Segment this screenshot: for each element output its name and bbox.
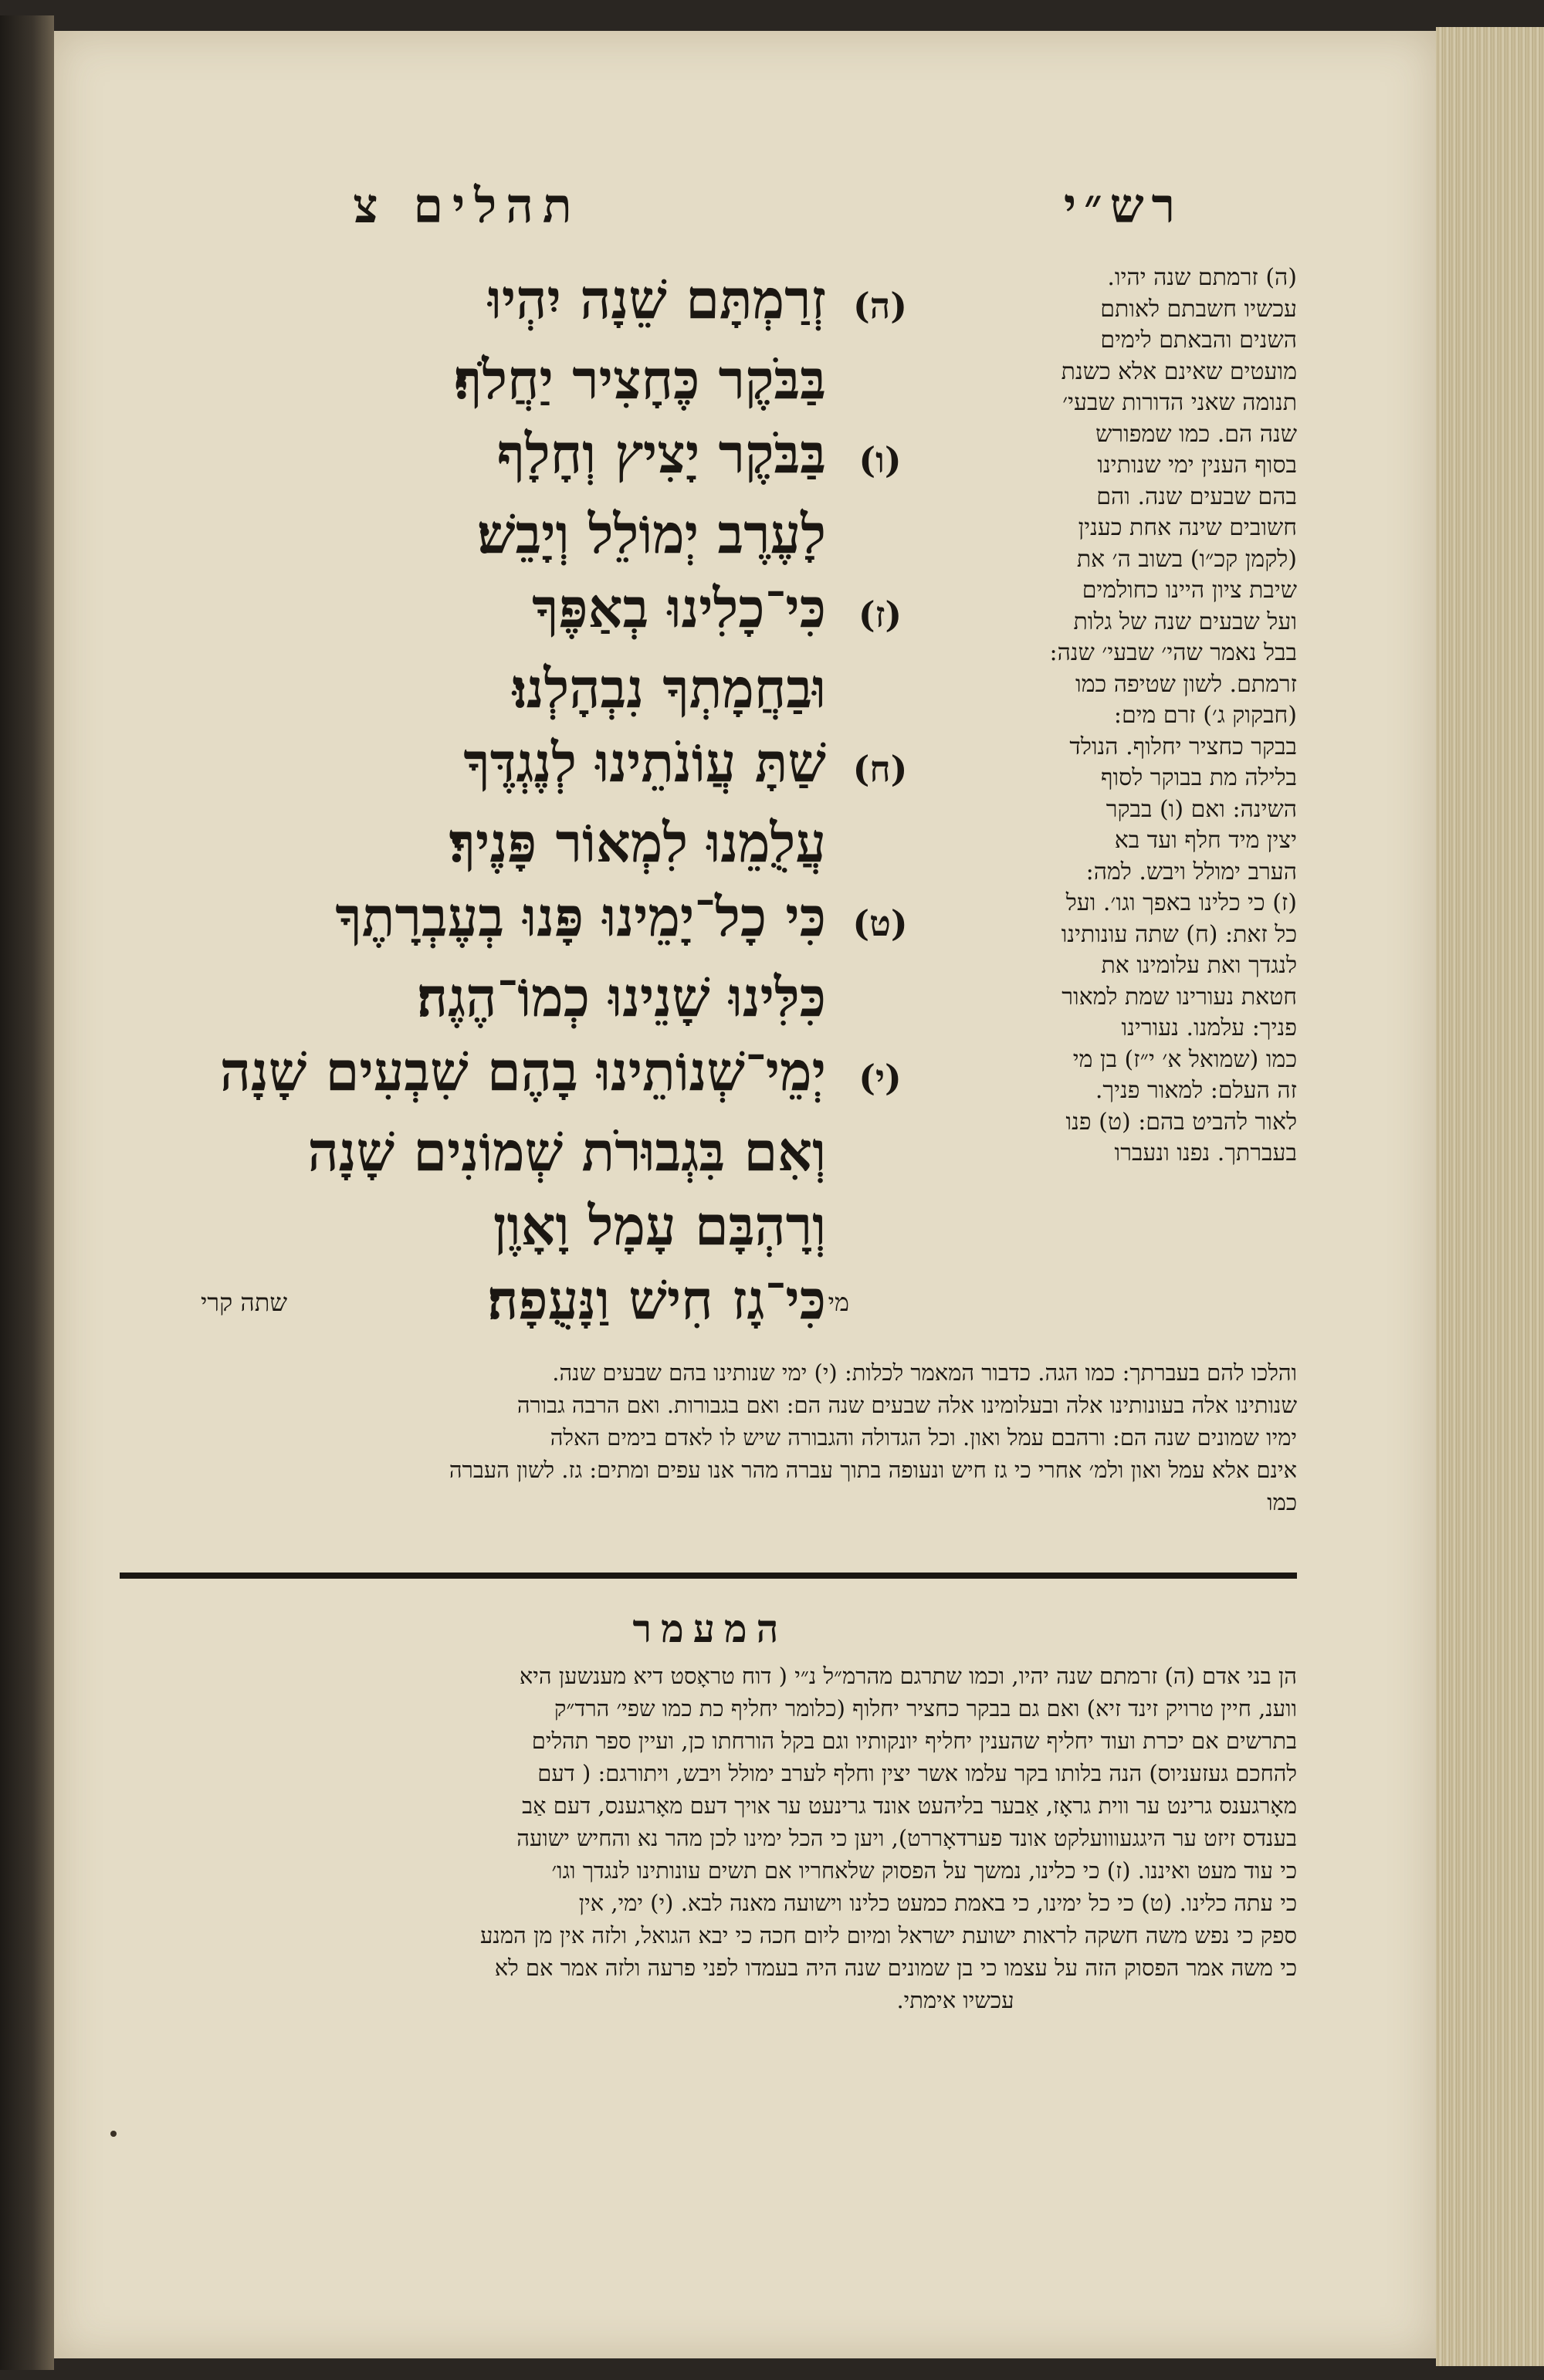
verse-line: כִּי־כָלִינוּ בְאַפֶּךָ xyxy=(532,576,826,640)
verse-number: (ו) xyxy=(858,439,902,481)
rashi-line: (לקמן קכ״ו) בשוב ה׳ את xyxy=(1076,545,1297,573)
running-head-rashi: רש״י xyxy=(1063,178,1183,234)
meamar-title: המעמר xyxy=(632,1606,788,1651)
verse-6 xyxy=(154,417,934,497)
verse-5 xyxy=(154,262,934,343)
verse-line: זְרַמְתָּם שֵׁנָה יִהְיוּ xyxy=(488,267,826,331)
catchword-left: שתה קרי xyxy=(201,1288,287,1317)
meamar-line: בתרשים אם יכרת ועוד יחליף שהענין יחליף יונקותיו וגם בקל הורחתו כן, ועיין ספר תהלים xyxy=(531,1728,1297,1754)
rashi-line: זרמתם. לשון שטיפה כמו xyxy=(1075,670,1297,698)
rashi-line: הערב ימולל ויבש. למה: xyxy=(1085,858,1297,885)
rashi-line: השינה: ואם (ו) בבקר xyxy=(1106,795,1297,823)
rashi-line: יצין מיד חלף ועד בא xyxy=(1114,827,1297,854)
verse-line: בַּבֹּקֶר יָצִיץ וְחָלָף xyxy=(496,421,826,486)
rashi-line: חשובים שינה אחת כענין xyxy=(1078,514,1297,541)
verse-line: כִּי כָל־יָמֵינוּ פָּנוּ בְעֶבְרָתֶךָ xyxy=(335,885,826,949)
verse-line: כִּי־גָז חִישׁ וַנָּעֻפָה׃ xyxy=(487,1268,826,1332)
rashi-line: זה העלם: למאור פניך. xyxy=(1095,1077,1297,1104)
rashi-line: חטאת נעורינו שמת למאור xyxy=(1062,983,1297,1011)
rashi-line: (חבקוק ג׳) זרם מים: xyxy=(1113,702,1297,729)
verse-number: (י) xyxy=(858,1057,902,1099)
verse-8 xyxy=(154,726,934,806)
facing-page-edge xyxy=(0,15,54,2370)
verse-line: בַּבֹּקֶר כֶּחָצִיר יַחֲלֹף׃ xyxy=(454,347,826,411)
ink-spot xyxy=(110,2131,117,2137)
rashi-line: תנומה שאני הדורות שבעי׳ xyxy=(1062,389,1297,416)
meamar-line: מאָרגענס גרינט ער ווית גראָז, אַבער בליהעט אונד גרינעט ער אויך דעם מאָרגענס, דעם אַב xyxy=(522,1793,1297,1819)
rashi-line: השנים והבאתם לימים xyxy=(1100,327,1297,354)
meamar-line: כי משה אמר הפסוק הזה על עצמו כי בן שמונים שנה היה בעמדו לפני פרעה ולזה אמר אם לא xyxy=(494,1955,1297,1981)
verse-line: לָעֶרֶב יְמוֹלֵל וְיָבֵשׁ׃ xyxy=(476,502,826,566)
running-head-book: תהלים צ xyxy=(353,178,581,234)
catchwords xyxy=(201,1288,849,1317)
rashi-line: שנותינו אלה בעונותינו אלה ובעלומינו אלה שבעים שנה הם: ואם בגבורות. ואם הרבה גבורה xyxy=(516,1392,1297,1418)
rashi-line: (ה) זרמתם שנה יהיו. xyxy=(1107,264,1297,291)
rashi-line: שיבת ציון היינו כחולמים xyxy=(1082,577,1297,604)
rashi-line: ימיו שמונים שנה הם: ורהבם עמל ואון. וכל הגדולה והגבורה שיש לו לאדם בימים האלה xyxy=(550,1424,1297,1451)
verse-line: שַׁתָּ עֲוֹנֹתֵינוּ לְנֶגְדֶּךָ xyxy=(463,730,826,794)
catchword-right: מי xyxy=(828,1288,849,1317)
rashi-line: שנה הם. כמו שמפורש xyxy=(1095,420,1297,448)
rashi-line: כמו (שמואל א׳ י״ז) בן מי xyxy=(1072,1045,1297,1073)
verse-number: (ז) xyxy=(858,594,902,635)
rashi-line: בהם שבעים שנה. והם xyxy=(1096,482,1297,510)
verse-line: וְאִם בִּגְבוּרֹת שְׁמוֹנִים שָׁנָה xyxy=(307,1119,826,1183)
rashi-line: לנגדך ואת עלומינו את xyxy=(1101,952,1297,979)
verse-7 xyxy=(154,571,934,652)
verse-line: יְמֵי־שְׁנוֹתֵינוּ בָהֶם שִׁבְעִים שָׁנָה xyxy=(219,1039,826,1103)
rashi-line: לאור להביט בהם: (ט) פנו xyxy=(1065,1108,1297,1136)
meamar-line: בענדס זיזט ער היגגעווועלקט אונד פערדאָררט), ויען כי הכל ימינו לכן מהר נא והחיש ישועה xyxy=(516,1825,1297,1851)
rashi-line: כמו xyxy=(1267,1489,1297,1515)
rashi-line: בלילה מת בבוקר לסוף xyxy=(1100,764,1297,791)
verse-line: כִּלִּינוּ שָׁנֵינוּ כְמוֹ־הֶגֶה׃ xyxy=(416,965,826,1029)
meamar-line: כי עתה כלינו. (ט) כי כל ימינו, כי באמת כמעט כלינו וישועה מאנה לבא. (י) ימי, אין xyxy=(578,1890,1297,1916)
rashi-line: עכשיו חשבתם לאותם xyxy=(1100,295,1297,323)
section-divider xyxy=(120,1573,1297,1579)
rashi-line: פניך: עלמנו. נעורינו xyxy=(1121,1014,1297,1041)
rashi-line: והלכו להם בעברתך: כמו הגה. כדבור המאמר לכלות: (י) ימי שנותינו בהם שבעים שנה. xyxy=(552,1359,1297,1386)
rashi-line: בבקר כחציר יחלוף. הנולד xyxy=(1069,733,1297,760)
verse-10 xyxy=(154,1034,934,1115)
rashi-commentary-column xyxy=(934,262,1297,1170)
meamar-line: ספק כי נפש משה חשקה לראות ישועת ישראל ומיום ליום חכה כי יבא הגואל, ולזה אין מן המנע xyxy=(480,1922,1297,1948)
meamar-line: הן בני אדם (ה) זרמתם שנה יהיו, וכמו שתרגם מהרמ״ל נ״י ( דוח טראָסט דיא מענשען היא xyxy=(519,1663,1297,1689)
verse-number: (ה) xyxy=(853,285,907,327)
rashi-line: בבל נאמר שהי׳ שבעי׳ שנה: xyxy=(1049,639,1297,666)
book-page xyxy=(54,31,1436,2358)
rashi-line: בעברתך. נפנו ונעברו xyxy=(1114,1139,1297,1166)
verse-number: (ח) xyxy=(852,748,908,790)
page-fore-edge xyxy=(1436,27,1544,2366)
rashi-line: בסוף הענין ימי שנותינו xyxy=(1097,452,1297,479)
rashi-line: מועטים שאינם אלא כשנת xyxy=(1061,357,1297,385)
verse-number: (ט) xyxy=(852,902,908,944)
rashi-line: ועל שבעים שנה של גלות xyxy=(1073,608,1297,635)
rashi-continuation xyxy=(120,1356,1297,1518)
meamar-commentary xyxy=(120,1660,1297,2016)
meamar-line: כי עוד מעט ואיננו. (ז) כי כלינו, נמשך על הפסוק שלאחריו אם תשים עונותינו לנגדך וגו׳ xyxy=(551,1857,1297,1884)
verse-line: וּבַחֲמָתְךָ נִבְהָלְנוּ׃ xyxy=(512,656,826,720)
meamar-line: להחכם געזעניוס) הנה בלותו בקר עלמו אשר יצין וחלף לערב ימולל ויבש, ויתורגם: ( דעם xyxy=(537,1760,1297,1786)
rashi-line: אינם אלא עמל ואון ולמ׳ אחרי כי גז חיש ונעופה בתוך עברה מהר אנו עפים ומתים: גז. לשון העברה xyxy=(449,1457,1297,1483)
verse-9 xyxy=(154,880,934,960)
meamar-line: עכשיו אימתי. xyxy=(896,1987,1014,2013)
psalm-text xyxy=(154,262,934,1337)
verse-line: וְרָהְבָּם עָמָל וָאָוֶן xyxy=(493,1193,826,1258)
meamar-line: ווענ, חיין טרויק זינד זיא) ואם גם בבקר כחציר יחלוף (כלומר יחליף כת כמו שפי׳ הרד״ק xyxy=(554,1695,1297,1722)
rashi-line: (ז) כי כלינו באפך וגו׳. ועל xyxy=(1065,889,1297,916)
verse-line: עֲלֻמֵנוּ לִמְאוֹר פָּנֶיךָ׃ xyxy=(449,811,826,875)
rashi-line: כל זאת: (ח) שתה עונותינו xyxy=(1061,920,1297,948)
